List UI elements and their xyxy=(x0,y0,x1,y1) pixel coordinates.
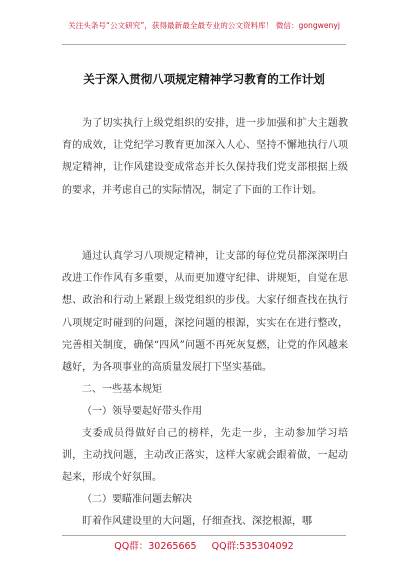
footer-divider xyxy=(62,535,346,536)
paragraph-goal xyxy=(62,246,348,379)
paragraph-problems xyxy=(62,511,348,533)
section-heading xyxy=(62,379,348,401)
promo-banner: 关注头条号“公文研究”，获得最新最全最专业的公文资料库！ 微信：gongwenyj xyxy=(68,21,340,30)
qq-group-1: QQ群：30265665 xyxy=(114,541,197,552)
paragraph: 通过认真学习八项规定精神，让支部的每位党员都深深明白改进工作作风有多重要，从而更加遵守纪律、讲规矩，自觉在思想、政治和行动上紧跟上级党组织的步伐。大家仔细查找在执行八项规定时碰到的问题，深挖问题的根源，实实在在进行整改，完善相关制度，确保“四风”问题不再死灰复燃，让党的作风越来越好，为各项事业的高质量发展打下坚实基础。 xyxy=(62,251,348,374)
heading-problems: （二）要瞄准问题去解决 xyxy=(82,494,192,505)
heading-leadership: （一）领导要起好带头作用 xyxy=(82,406,202,417)
header-divider xyxy=(62,44,346,45)
paragraph: 盯着作风建设里的大问题，仔细查找、深挖根源，哪 xyxy=(82,516,312,527)
document-title: 关于深入贯彻八项规定精神学习教育的工作计划 xyxy=(83,72,325,86)
paragraph-leadership xyxy=(62,423,348,490)
paragraph-intro xyxy=(62,113,348,202)
qq-group-2: QQ群:535304092 xyxy=(211,541,294,552)
paragraph: 为了切实执行上级党组织的安排，进一步加强和扩大主题教育的成效，让党纪学习教育更加深入人心、坚持不懈地执行八项规定精神，让作风建设变成常态并长久保持我们党支部根据上级的要求，并考虑自己的实际情况，制定了下面的工作计划。 xyxy=(62,118,348,196)
subsection-heading xyxy=(62,401,348,423)
subsection-heading xyxy=(62,489,348,511)
footer-contact xyxy=(0,538,408,552)
heading-basic-rules: 二、一些基本规矩 xyxy=(82,384,162,395)
paragraph: 支委成员得做好自己的榜样，先走一步，主动参加学习培训，主动找问题，主动改正落实，这样大家就会跟着做，一起动起来，形成个好氛围。 xyxy=(62,428,348,484)
